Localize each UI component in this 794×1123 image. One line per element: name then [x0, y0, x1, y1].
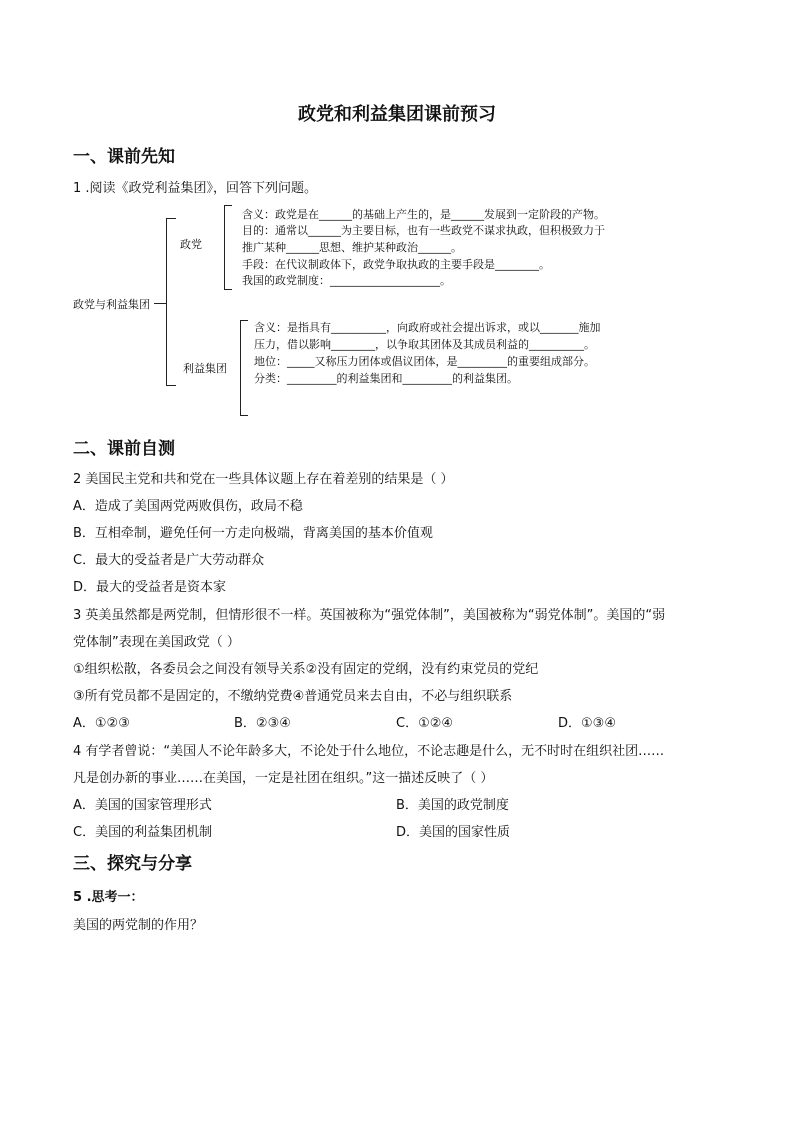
- question-3-option-a: A．①②③: [73, 716, 130, 731]
- question-4-option-a: A．美国的国家管理形式: [73, 798, 212, 813]
- interest-line-4: 分类：_________的利益集团和_________的利益集团。: [254, 372, 518, 385]
- party-line-2: 目的：通常以______为主要目标，也有一些政党不谋求执政，但积极致力于: [242, 224, 605, 237]
- diagram-root-label: 政党与利益集团: [73, 298, 150, 311]
- interest-line-2: 压力，借以影响________，以争取其团体及其成员利益的__________。: [254, 338, 595, 351]
- question-3-stem-line-2: 党体制”表现在美国政党（ ）: [73, 635, 240, 650]
- diagram-branch-party: 政党: [180, 238, 202, 251]
- interest-line-3: 地位：_____又称压力团体或倡议团体，是_________的重要组成部分。: [254, 355, 595, 368]
- interest-brace: [240, 320, 241, 416]
- party-line-3: 推广某种______思想、维护某种政治______。: [242, 241, 462, 254]
- root-brace: [166, 218, 167, 386]
- section-heading-2: 二、课前自测: [73, 439, 175, 459]
- root-connector: [154, 303, 166, 304]
- question-4-option-c: C．美国的利益集团机制: [73, 825, 213, 840]
- question-4-stem-line-2: 凡是创办新的事业……在美国，一定是社团在组织。”这一描述反映了（ ）: [73, 771, 494, 786]
- question-5-label: 5 .思考一：: [73, 890, 144, 905]
- question-2-stem: 2 美国民主党和共和党在一些具体议题上存在着差别的结果是（ ）: [73, 472, 454, 487]
- question-4-option-b: B．美国的政党制度: [396, 798, 509, 813]
- root-brace-bottom: [166, 385, 176, 386]
- party-line-1: 含义：政党是在______的基础上产生的，是______发展到一定阶段的产物。: [242, 208, 605, 221]
- party-brace-bottom: [224, 289, 232, 290]
- question-3-stem-line-1: 3 英美虽然都是两党制，但情形很不一样。英国被称为“强党体制”，美国被称为“弱党体制”。美国的“弱: [73, 608, 666, 623]
- question-2-option-d: D．最大的受益者是资本家: [73, 580, 227, 595]
- section-heading-1: 一、课前先知: [73, 147, 175, 167]
- party-line-4: 手段：在代议制政体下，政党争取执政的主要手段是________。: [242, 258, 550, 271]
- question-3-item-1: ①组织松散，各委员会之间没有领导关系②没有固定的党纲，没有约束党员的党纪: [73, 662, 539, 677]
- interest-line-1: 含义：是指具有__________，向政府或社会提出诉求，或以_______施加: [254, 321, 601, 334]
- party-line-5: 我国的政党制度：____________________。: [242, 274, 451, 287]
- question-1: 1 .阅读《政党利益集团》，回答下列问题。: [73, 181, 318, 196]
- page-title: 政党和利益集团课前预习: [298, 104, 496, 125]
- party-brace: [224, 205, 225, 290]
- question-2-option-c: C．最大的受益者是广大劳动群众: [73, 553, 265, 568]
- question-4-option-d: D．美国的国家性质: [396, 825, 511, 840]
- question-3-option-d: D．①③④: [558, 716, 616, 731]
- question-3-option-b: B．②③④: [234, 716, 291, 731]
- diagram-branch-interest-group: 利益集团: [183, 362, 227, 375]
- question-2-option-b: B．互相牵制，避免任何一方走向极端，背离美国的基本价值观: [73, 526, 433, 541]
- root-brace-top: [166, 218, 176, 219]
- question-2-option-a: A．造成了美国两党两败俱伤，政局不稳: [73, 499, 303, 514]
- question-4-stem-line-1: 4 有学者曾说：“美国人不论年龄多大，不论处于什么地位，不论志趣是什么，无不时时在组织社团……: [73, 744, 665, 759]
- question-3-item-2: ③所有党员都不是固定的，不缴纳党费④普通党员来去自由，不必与组织联系: [73, 689, 513, 704]
- interest-brace-bottom: [240, 415, 248, 416]
- interest-brace-top: [240, 320, 248, 321]
- party-brace-top: [224, 205, 232, 206]
- question-3-option-c: C．①②④: [396, 716, 454, 731]
- question-5-text: 美国的两党制的作用？: [73, 918, 204, 933]
- section-heading-3: 三、探究与分享: [73, 854, 192, 874]
